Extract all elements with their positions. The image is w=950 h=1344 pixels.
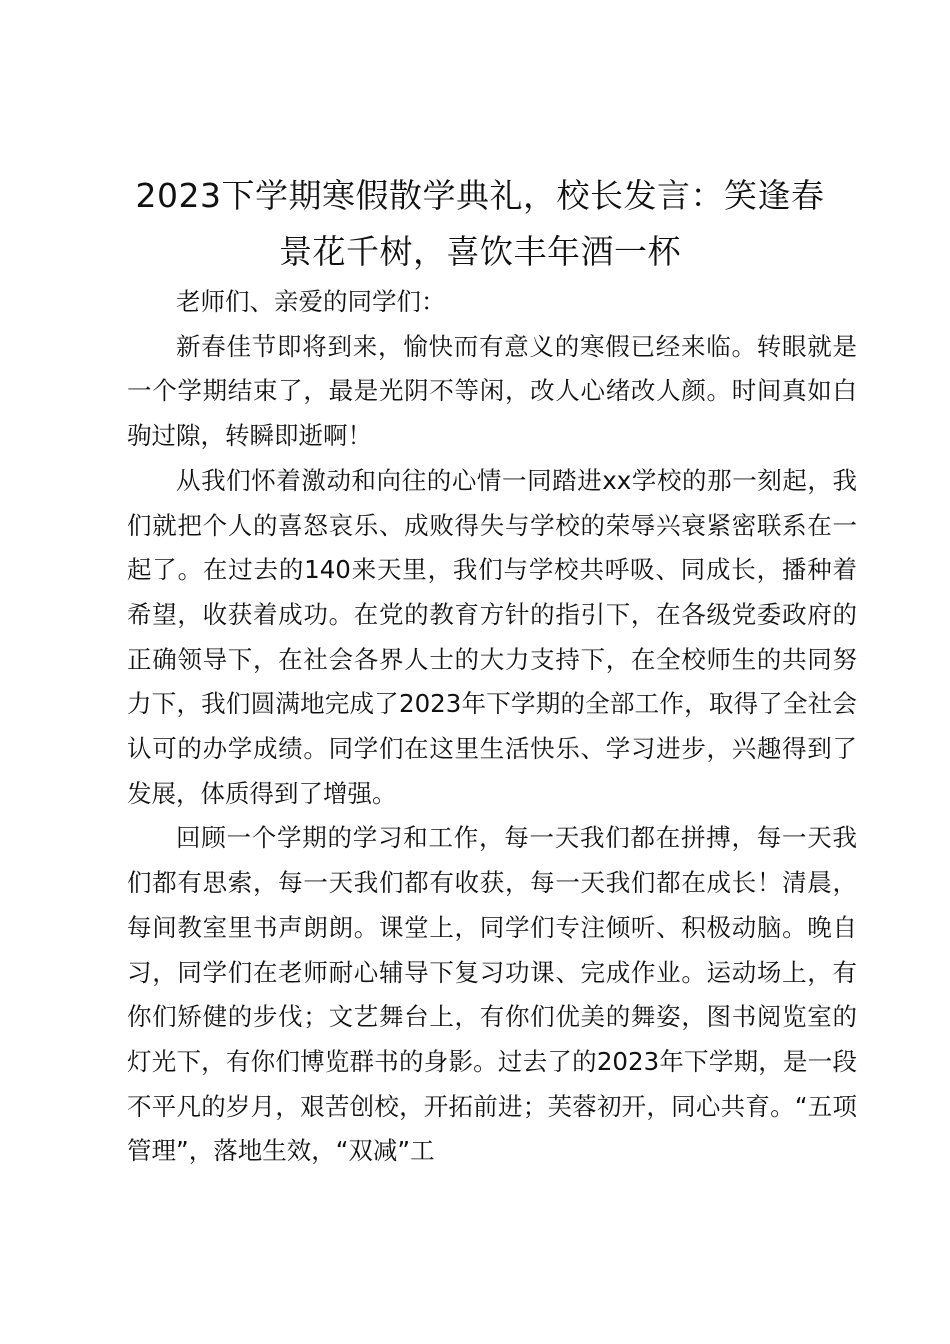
paragraph-1: 新春佳节即将到来，愉快而有意义的寒假已经来临。转眼就是一个学期结束了，最是光阴不等闲，改人心绪改人颜。时间真如白驹过隙，转瞬即逝啊！: [127, 331, 857, 451]
paragraph-3: 回顾一个学期的学习和工作，每一天我们都在拼搏，每一天我们都有思索，每一天我们都有收获，每一天我们都在成长！清晨，每间教室里书声朗朗。课堂上，同学们专注倾听、积极动脑。晚自习，同学们在老师耐心辅导下复习功课、完成作业。运动场上，有你们矫健的步伐；文艺舞台上，有你们优美的舞姿，图书阅览室的灯光下，有你们博览群书的身影。过去了的2023年下学期，是一段不平凡的岁月，艰苦创校，开拓前进；芙蓉初开，同心共育。“五项管理”，落地生效，“双减”工: [127, 823, 857, 1166]
document-title: 2023下学期寒假散学典礼，校长发言：笑逢春景花千树，喜饮丰年酒一杯: [135, 176, 825, 271]
salutation: 老师们、亲爱的同学们：: [176, 287, 446, 316]
paragraph-2: 从我们怀着激动和向往的心情一同踏进xx学校的那一刻起，我们就把个人的喜怒哀乐、成败得失与学校的荣辱兴衰紧密联系在一起了。在过去的140来天里，我们与学校共呼吸、同成长，播种着希望，收获着成功。在党的教育方针的指引下，在各级党委政府的正确领导下，在社会各界人士的大力支持下，在全校师生的共同努力下，我们圆满地完成了2023年下学期的全部工作，取得了全社会认可的办学成绩。同学们在这里生活快乐、学习进步，兴趣得到了发展，体质得到了增强。: [127, 465, 857, 808]
document-body: [127, 280, 857, 1174]
